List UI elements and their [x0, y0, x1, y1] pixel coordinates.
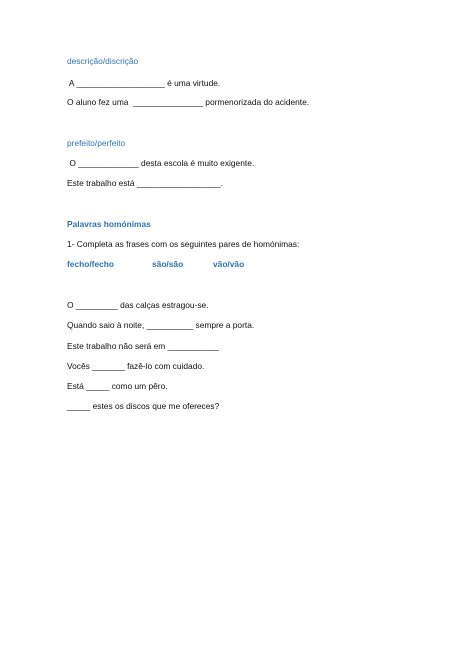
exercise-sentence: O _________ das calças estragou-se.: [67, 300, 209, 310]
section-heading-prefeito: prefeito/perfeito: [67, 138, 126, 148]
section-heading-homonimas: Palavras homónimas: [67, 219, 151, 229]
exercise-sentence: Está _____ como um pêro.: [67, 381, 168, 391]
exercise-sentence: Quando saio à noite, __________ sempre a porta.: [67, 320, 255, 330]
exercise-sentence: O aluno fez uma _______________ pormenorizada do acidente.: [67, 97, 310, 107]
homonym-pair: vão/vão: [213, 259, 245, 269]
exercise-sentence: Este trabalho não será em ___________: [67, 341, 219, 351]
exercise-sentence: O _____________ desta escola é muito exigente.: [67, 158, 255, 168]
exercise-sentence: _____ estes os discos que me ofereces?: [67, 401, 220, 411]
homonym-pair: são/são: [152, 259, 184, 269]
exercise-sentence: A ___________________ é uma virtude.: [67, 78, 221, 88]
exercise-sentence: Vocês _______ fazê-lo com cuidado.: [67, 361, 205, 371]
instruction-text: 1- Completa as frases com os seguintes pares de homónimas:: [67, 239, 300, 249]
section-heading-descricao: descrição/discrição: [67, 56, 139, 66]
exercise-sentence: Este trabalho está __________________.: [67, 178, 224, 188]
homonym-pairs-row: [67, 259, 267, 270]
homonym-pair: fecho/fecho: [67, 259, 114, 269]
